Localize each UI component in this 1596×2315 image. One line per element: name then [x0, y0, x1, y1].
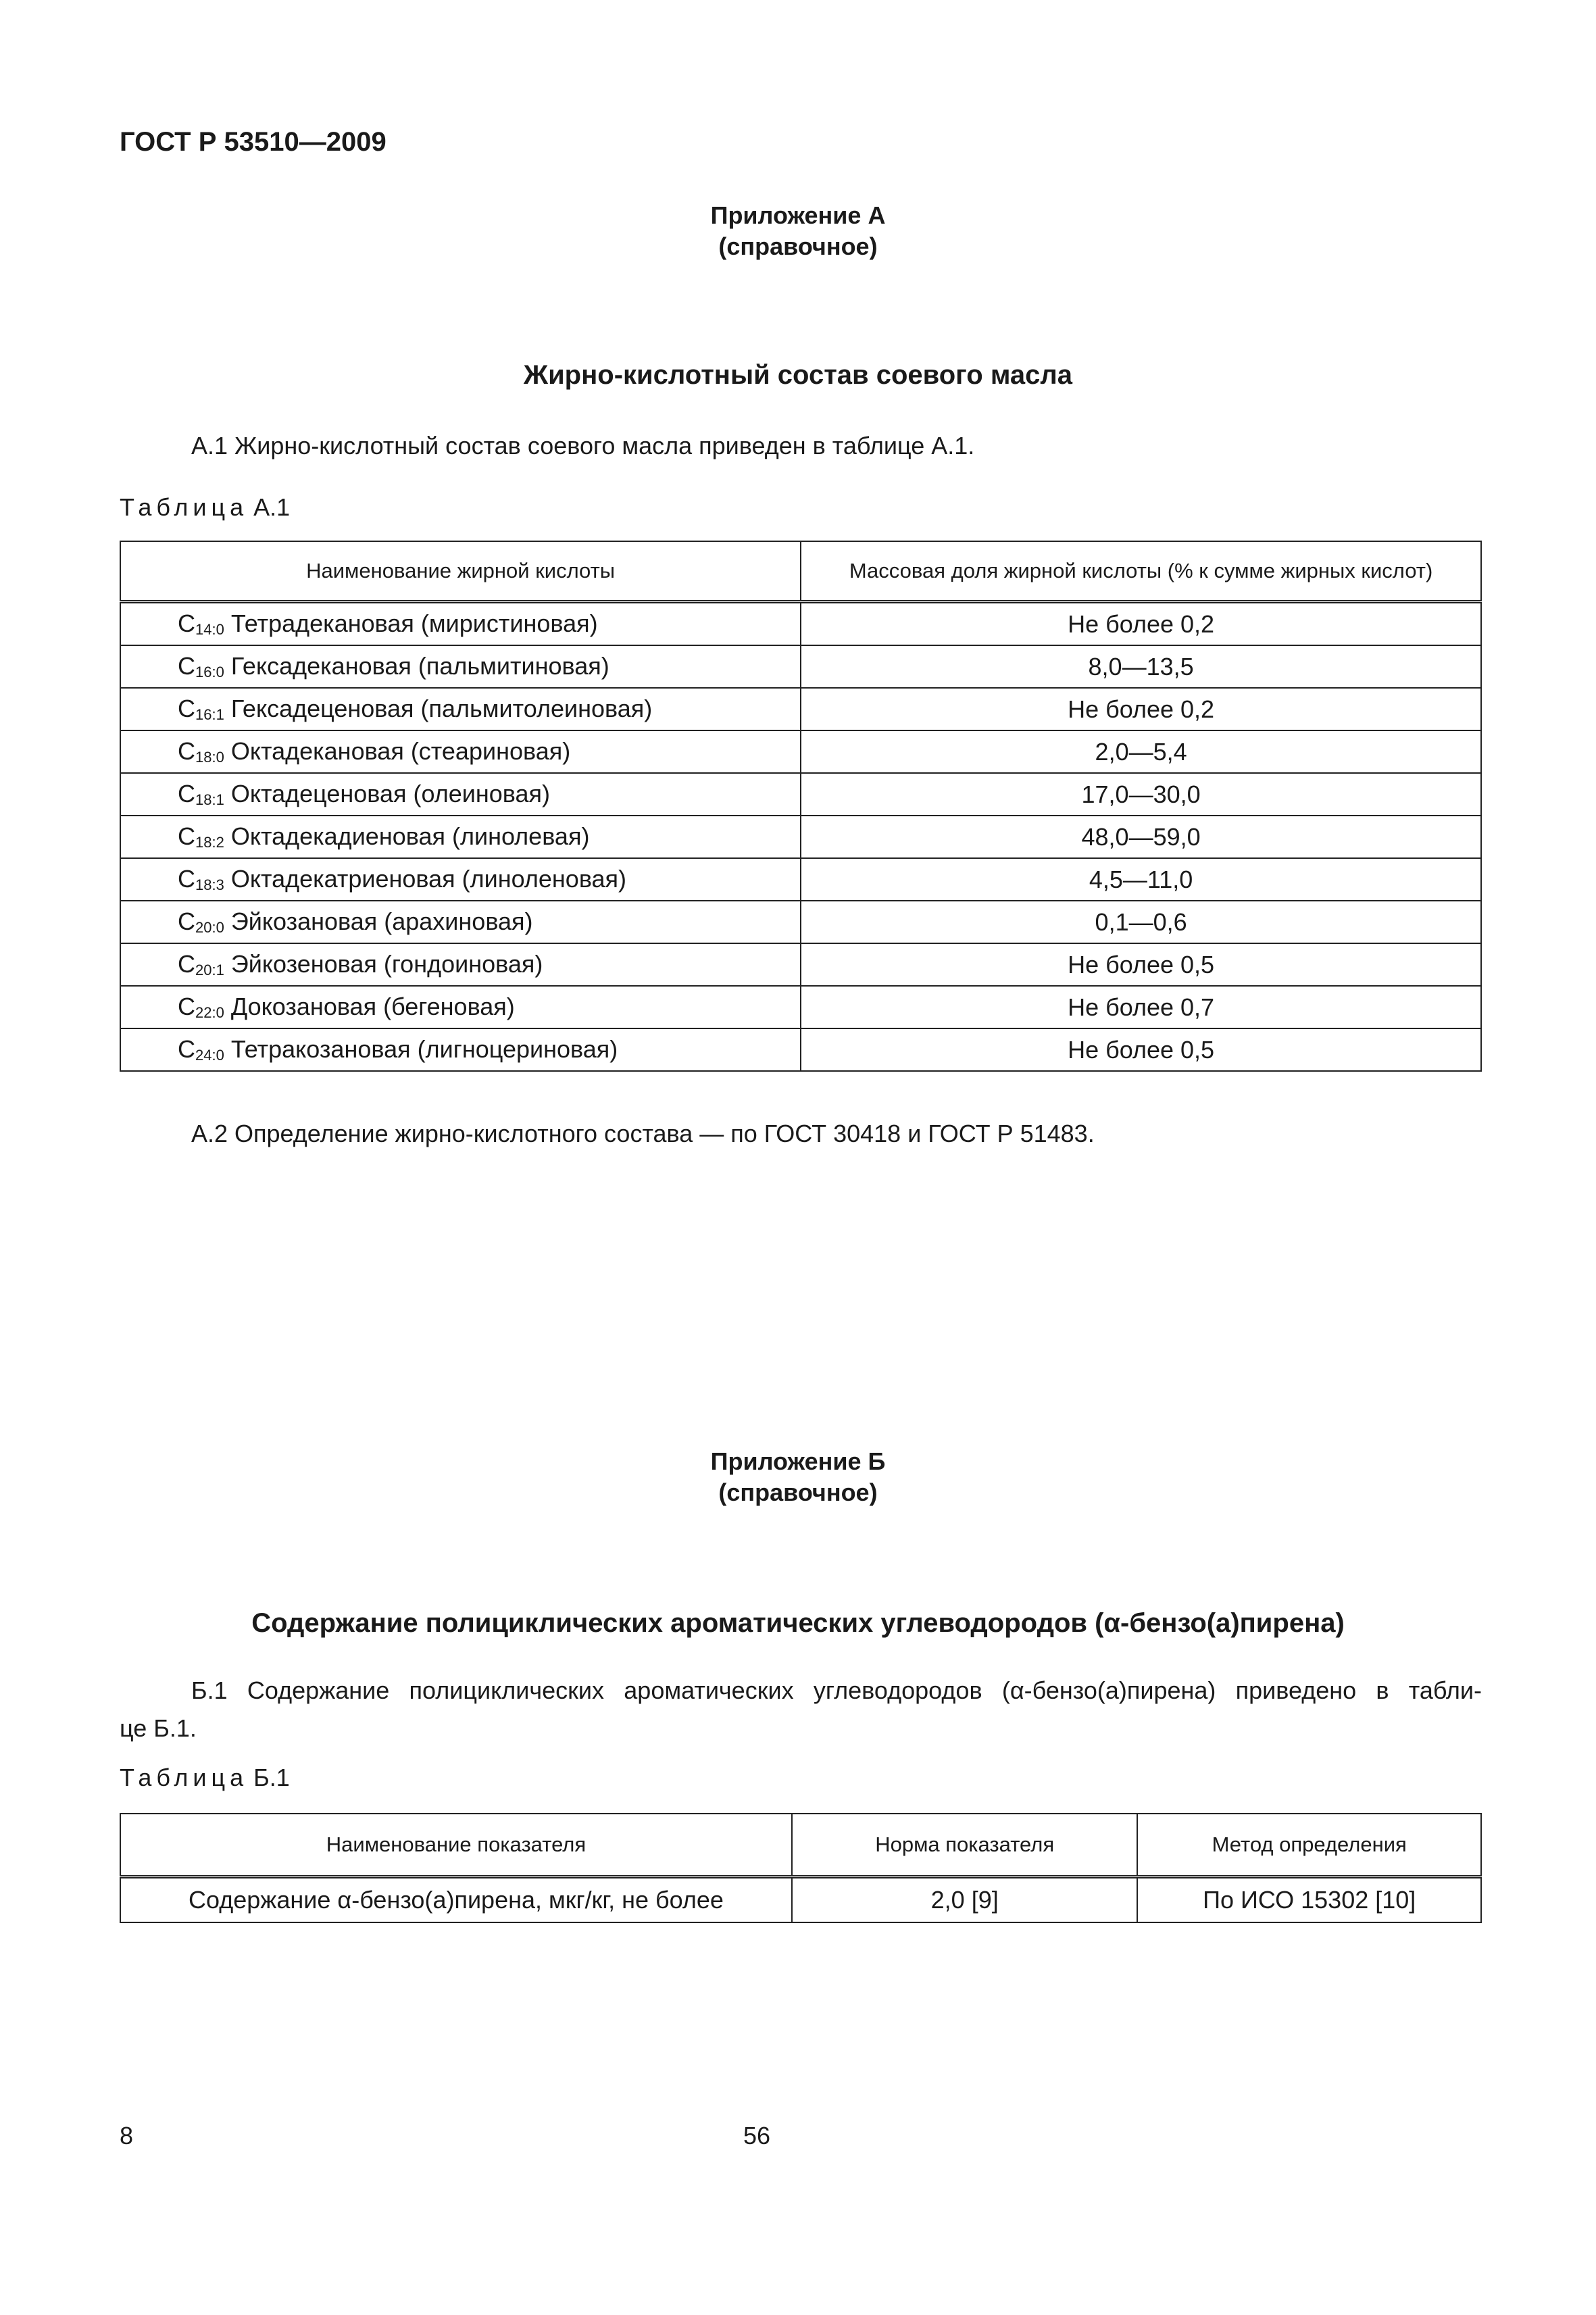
- acid-name: Октадеценовая (олеиновая): [224, 780, 550, 807]
- table-row: [120, 986, 1481, 1028]
- table-b-caption-word: Таблица: [120, 1764, 249, 1791]
- table-b-caption-number: Б.1: [253, 1764, 290, 1791]
- acid-name: Октадекановая (стеариновая): [224, 737, 571, 765]
- acid-name: Гексадеценовая (пальмитолеиновая): [224, 695, 653, 722]
- carbon-symbol: С: [178, 1035, 195, 1063]
- appendix-b-heading: Содержание полициклических ароматических углеводородов (α-бензо(а)пирена): [251, 1608, 1345, 1638]
- mass-fraction-value: 17,0—30,0: [801, 773, 1481, 816]
- carbon-symbol: С: [178, 780, 195, 807]
- table-b-caption: [120, 1764, 290, 1792]
- table-row: [120, 688, 1481, 730]
- appendix-a-title: [0, 200, 1596, 262]
- acid-name: Гексадекановая (пальмитиновая): [224, 652, 609, 680]
- table-row: [120, 858, 1481, 901]
- table-row: [120, 1877, 1481, 1923]
- mass-fraction-value: 0,1—0,6: [801, 901, 1481, 943]
- table-row: [120, 730, 1481, 773]
- table-b-header-method: Метод определения: [1137, 1814, 1481, 1877]
- appendix-a-subtitle: (справочное): [718, 232, 878, 260]
- carbon-notation: 18:0: [195, 749, 224, 766]
- table-row: [120, 773, 1481, 816]
- appendix-b-paragraph-line-1: Б.1 Содержание полициклических ароматических углеводородов (α-бензо(а)пирена) приведено в табли-: [191, 1676, 1482, 1704]
- acid-name: Октадекатриеновая (линоленовая): [224, 865, 627, 893]
- acid-name: Октадекадиеновая (линолевая): [224, 822, 590, 850]
- carbon-notation: 18:3: [195, 876, 224, 893]
- acid-name: Эйкозеновая (гондоиновая): [224, 950, 543, 978]
- table-row: [120, 901, 1481, 943]
- acid-name: Тетрадекановая (миристиновая): [224, 609, 598, 637]
- carbon-notation: 14:0: [195, 621, 224, 638]
- carbon-notation: 18:1: [195, 791, 224, 808]
- carbon-symbol: С: [178, 652, 195, 680]
- page-number-left: 8: [120, 2122, 134, 2149]
- table-b-header-row: [120, 1814, 1481, 1877]
- table-row: [120, 602, 1481, 646]
- mass-fraction-value: Не более 0,2: [801, 688, 1481, 730]
- acid-name: Тетракозановая (лигноцериновая): [224, 1035, 618, 1063]
- mass-fraction-value: Не более 0,5: [801, 1028, 1481, 1071]
- table-a-caption-word: Таблица: [120, 493, 249, 521]
- carbon-notation: 22:0: [195, 1004, 224, 1021]
- table-a-header-value: Массовая доля жирной кислоты (% к сумме жирных кислот): [801, 541, 1481, 602]
- carbon-symbol: С: [178, 865, 195, 893]
- document-code: ГОСТ Р 53510—2009: [120, 127, 386, 157]
- table-row: [120, 816, 1481, 858]
- carbon-symbol: С: [178, 695, 195, 722]
- table-a-caption: [120, 493, 290, 522]
- appendix-a-paragraph-1: А.1 Жирно-кислотный состав соевого масла приведен в таблице А.1.: [191, 432, 975, 459]
- carbon-notation: 24:0: [195, 1047, 224, 1064]
- fatty-acid-name: [120, 816, 801, 858]
- fatty-acid-name: [120, 1028, 801, 1071]
- carbon-symbol: С: [178, 609, 195, 637]
- page-number-center: 56: [743, 2122, 771, 2149]
- carbon-notation: 16:1: [195, 706, 224, 723]
- appendix-a-label: Приложение А: [710, 201, 886, 229]
- carbon-notation: 20:1: [195, 962, 224, 978]
- carbon-symbol: С: [178, 907, 195, 935]
- acid-name: Эйкозановая (арахиновая): [224, 907, 533, 935]
- mass-fraction-value: 8,0—13,5: [801, 645, 1481, 688]
- appendix-b-paragraph-line-2: це Б.1.: [120, 1714, 197, 1742]
- carbon-symbol: С: [178, 737, 195, 765]
- fatty-acid-name: [120, 943, 801, 986]
- mass-fraction-value: 48,0—59,0: [801, 816, 1481, 858]
- fatty-acid-name: [120, 901, 801, 943]
- carbon-notation: 16:0: [195, 664, 224, 680]
- table-row: [120, 943, 1481, 986]
- appendix-b-subtitle: (справочное): [718, 1478, 878, 1506]
- appendix-b-label: Приложение Б: [710, 1447, 886, 1475]
- carbon-notation: 20:0: [195, 919, 224, 936]
- fatty-acid-name: [120, 602, 801, 646]
- table-b-cell-norm: 2,0 [9]: [792, 1877, 1137, 1923]
- appendix-a-heading: Жирно-кислотный состав соевого масла: [523, 360, 1073, 390]
- table-b-cell-indicator: Содержание α-бензо(а)пирена, мкг/кг, не более: [120, 1877, 792, 1923]
- mass-fraction-value: Не более 0,5: [801, 943, 1481, 986]
- mass-fraction-value: Не более 0,7: [801, 986, 1481, 1028]
- fatty-acid-name: [120, 858, 801, 901]
- table-a-caption-number: А.1: [253, 493, 291, 521]
- table-b: [120, 1813, 1482, 1923]
- table-b-cell-method: По ИСО 15302 [10]: [1137, 1877, 1481, 1923]
- mass-fraction-value: 4,5—11,0: [801, 858, 1481, 901]
- fatty-acid-name: [120, 645, 801, 688]
- mass-fraction-value: 2,0—5,4: [801, 730, 1481, 773]
- table-a-header-name: Наименование жирной кислоты: [120, 541, 801, 602]
- fatty-acid-name: [120, 730, 801, 773]
- carbon-symbol: С: [178, 822, 195, 850]
- appendix-a-paragraph-2: А.2 Определение жирно-кислотного состава — по ГОСТ 30418 и ГОСТ Р 51483.: [191, 1120, 1095, 1147]
- mass-fraction-value: Не более 0,2: [801, 602, 1481, 646]
- table-b-header-norm: Норма показателя: [792, 1814, 1137, 1877]
- appendix-b-paragraph-1: [120, 1672, 1482, 1747]
- table-a: [120, 541, 1482, 1072]
- table-row: [120, 645, 1481, 688]
- carbon-symbol: С: [178, 950, 195, 978]
- carbon-notation: 18:2: [195, 834, 224, 851]
- fatty-acid-name: [120, 773, 801, 816]
- table-b-header-indicator: Наименование показателя: [120, 1814, 792, 1877]
- fatty-acid-name: [120, 688, 801, 730]
- carbon-symbol: С: [178, 993, 195, 1020]
- table-a-header-row: [120, 541, 1481, 602]
- fatty-acid-name: [120, 986, 801, 1028]
- acid-name: Докозановая (бегеновая): [224, 993, 515, 1020]
- appendix-b-title: [0, 1446, 1596, 1508]
- table-row: [120, 1028, 1481, 1071]
